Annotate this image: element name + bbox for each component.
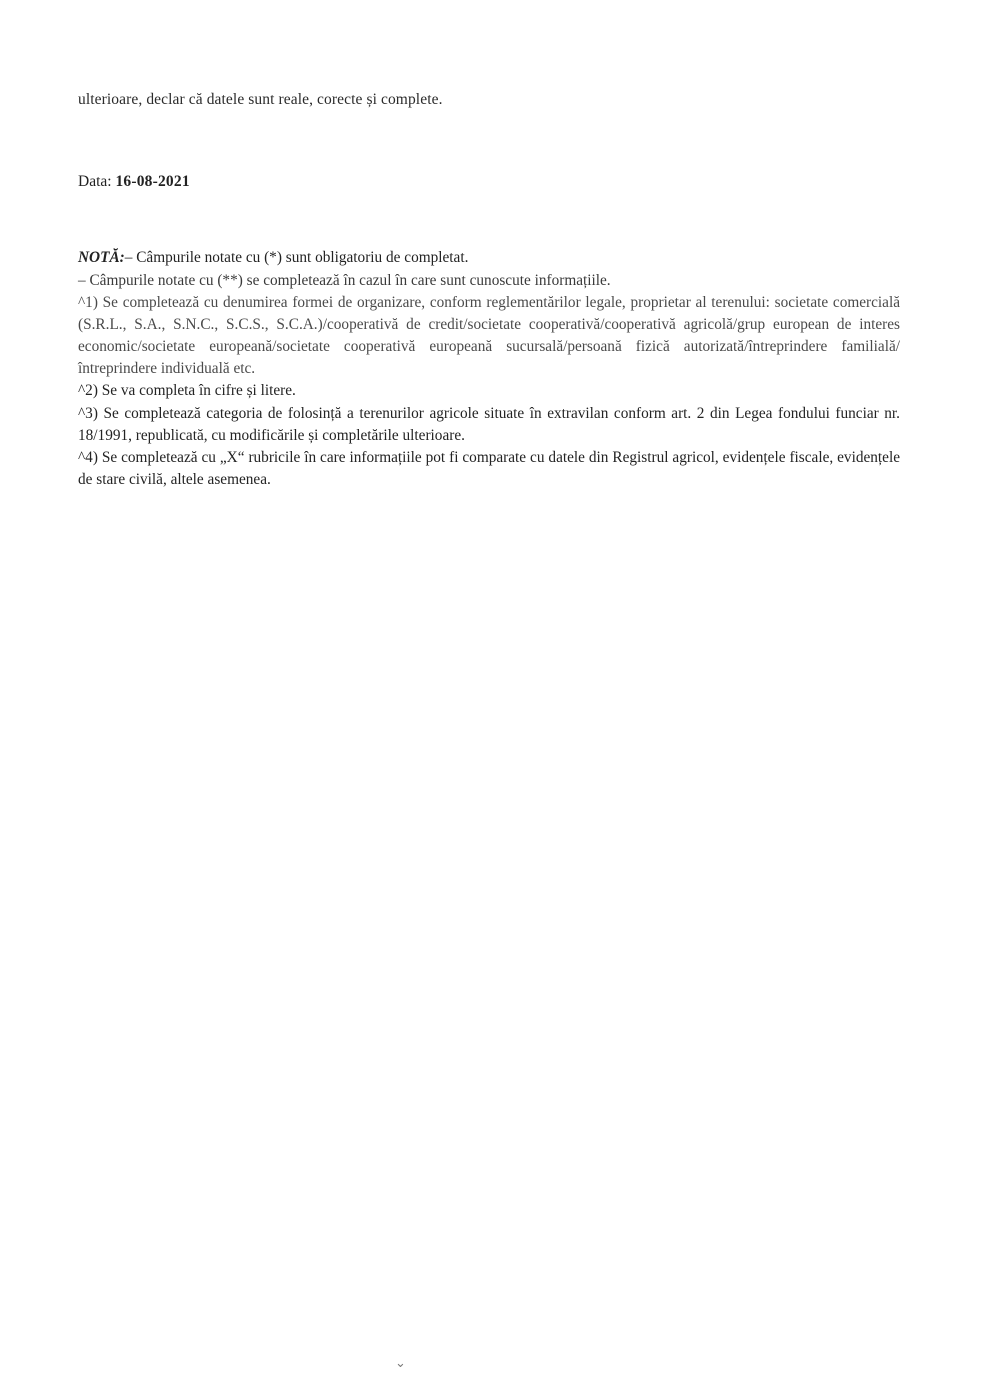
document-content <box>78 90 900 492</box>
note-line-4: ^3) Se completează categoria de folosință a terenurilor agricole situate în extravilan conform art. 2 din Legea fondului funciar nr. 18/1991, republicată, cu modificările și completările ulterioare. <box>78 404 900 444</box>
note-item-0: – Câmpurile notate cu (*) sunt obligatoriu de completat. <box>124 248 469 266</box>
date-value: 16-08-2021 <box>115 172 190 190</box>
note-heading: NOTĂ: <box>78 248 125 266</box>
note-line-1: – Câmpurile notate cu (**) se completează în cazul în care sunt cunoscute informațiile. <box>78 271 611 289</box>
note-line-3: ^2) Se va completa în cifre și litere. <box>78 382 296 400</box>
date-label: Data: <box>78 172 112 190</box>
note-line-heading <box>78 247 900 269</box>
intro-paragraph: ulterioare, declar că datele sunt reale, corecte și complete. <box>78 91 443 108</box>
note-line-2: ^1) Se completează cu denumirea formei de organizare, conform reglementărilor legale, proprietar al terenului: societate comercială (S.R.L., S.A., S.N.C., S.C.S., S.C.A.)/cooperativă de credit/societate cooperativă/cooperativă agricolă/grup european de interes economic/societate europeană/societate cooperativă europeană sucursală/persoană fizică autorizată/întreprindere familială/întreprindere individuală etc. <box>78 294 900 377</box>
note-line-5: ^4) Se completează cu „X“ rubricile în care informațiile pot fi comparate cu datele din Registrul agricol, evidențele fiscale, evidențele de stare civilă, altele asemenea. <box>78 449 900 489</box>
notes-section <box>78 247 900 491</box>
footer-mark: ⌄ <box>395 1355 406 1370</box>
date-line <box>78 173 900 191</box>
